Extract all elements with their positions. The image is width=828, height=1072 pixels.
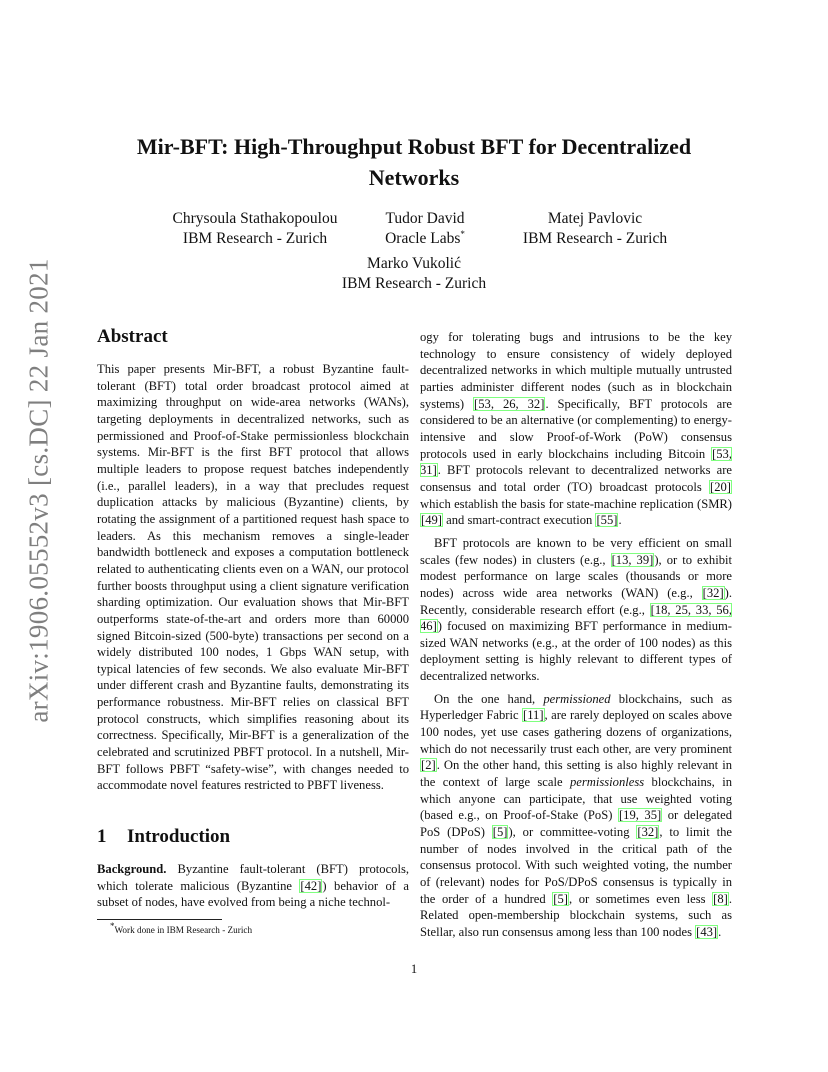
citation-link[interactable]: [18, 25, 33, 56, 46] xyxy=(420,602,732,634)
footnote-mark: * xyxy=(110,920,115,931)
text-run: . Specifically, BFT protocols are considered to be an alternative (or complementing) to energy-intensive and slow Proof-of-Work (PoW) consensus protocols used in early blockchains including Bitcoin xyxy=(420,396,733,461)
emphasis: permissioned xyxy=(543,691,611,706)
author-name: Matej Pavlovic xyxy=(547,210,643,227)
text-run: . On the other hand, this setting is also highly relevant in the context of large scale xyxy=(420,758,732,790)
text-run: . BFT protocols relevant to decentralized networks are consensus and total order (TO) broadcast protocols xyxy=(420,463,732,494)
section-number: 1 xyxy=(97,826,107,847)
section-title: Introduction xyxy=(127,826,231,847)
text-run: ) behavior of a subset of nodes, have evolved from being a niche technol- xyxy=(97,878,409,910)
citation-link[interactable]: [55] xyxy=(596,513,618,528)
citation-link[interactable]: [42] xyxy=(300,878,322,893)
text-run: which establish the basis for state-machine replication (SMR) xyxy=(420,496,732,511)
citation-link[interactable]: [8] xyxy=(713,891,728,906)
text-run: Byzantine fault-tolerant (BFT) protocols, which tolerate malicious (Byzantine xyxy=(97,862,409,893)
text-run: ), or committee-voting xyxy=(508,825,637,840)
run-in-heading: Background. xyxy=(97,862,167,876)
text-run: BFT protocols are known to be very efficient on small scales (few nodes) in clusters (e.g., xyxy=(420,535,732,567)
author-affiliation: IBM Research - Zurich xyxy=(341,275,487,292)
paper-title xyxy=(100,131,728,193)
right-column xyxy=(420,329,732,941)
abstract-paragraph: This paper presents Mir-BFT, a robust Byzantine fault-tolerant (BFT) total order broadcast protocol aimed at maximizing throughput on wide-area networks (WANs), targeting deployments in decentralized networks, such as permissioned and Proof-of-Stake permissionless blockchain systems. Mir-BFT is the first BFT protocol that allows multiple leaders to propose request batches independently (i.e., parallel leaders), in a way that precludes request duplication attacks by malicious (Byzantine) clients, by rotating the assignment of a partitioned request hash space to leaders. As this mechanism removes a single-leader bandwidth bottleneck and exposes a computation bottleneck related to authenticating clients even on a WAN, our protocol further boosts throughput using a client signature verification sharding optimization. Our evaluation shows that Mir-BFT outperforms state-of-the-art and orders more than 60000 signed Bitcoin-sized (500-byte) transactions per second on a widely distributed 100 nodes, 1 Gbps WAN setup, with typical latencies of few seconds. We also evaluate Mir-BFT under different crash and Byzantine faults, demonstrating its performance robustness. Mir-BFT relies on classical BFT protocol constructs, which simplifies reasoning about its correctness. Specifically, Mir-BFT is a generalization of the celebrated and scrutinized PBFT protocol. In a nutshell, Mir-BFT follows PBFT “safety-wise”, with changes needed to accommodate novel features restricted to PBFT liveness. xyxy=(97,362,409,793)
author-block-4 xyxy=(314,254,514,294)
author-name: Chrysoula Stathakopoulou xyxy=(172,210,338,227)
citation-link[interactable]: [5] xyxy=(553,891,568,906)
text-run: blockchains, in which anyone can participate, that use weighted voting (based e.g., on Proof-of-Stake (PoS) xyxy=(420,775,732,823)
author-block-2 xyxy=(360,209,490,249)
text-run: , or sometimes even less xyxy=(568,891,713,906)
text-run: ) focused on maximizing BFT performance in medium-sized WAN networks (e.g., at the order of 100 nodes) as this deployment setting is highly relevant to different types of decentralized networks. xyxy=(420,619,732,684)
intro-paragraph-1 xyxy=(97,861,409,911)
citation-link[interactable]: [53, 26, 32] xyxy=(474,396,545,411)
citation-link[interactable]: [32] xyxy=(702,585,724,600)
footnote-rule xyxy=(97,919,222,920)
text-run: or delegated PoS (DPoS) xyxy=(420,808,732,840)
text-run: and smart-contract execution xyxy=(442,513,596,528)
text-run: ), or to exhibit modest performance on large scales (thousands or more nodes) across wide area networks (WAN) (e.g., xyxy=(420,552,732,600)
citation-link[interactable]: [11] xyxy=(523,708,544,723)
citation-link[interactable]: [2] xyxy=(421,758,436,773)
text-run: . xyxy=(618,513,622,528)
text-run: , to limit the number of nodes involved in the critical path of the consensus protocol. With such weighted voting, the number of (relevant) nodes for PoS/DPoS consensus is typically in the order of a hundred xyxy=(420,825,733,906)
text-run: blockchains, such as Hyperledger Fabric xyxy=(420,691,733,723)
citation-link[interactable]: [19, 35] xyxy=(618,808,662,823)
author-block-1 xyxy=(150,209,360,249)
arxiv-stamp xyxy=(17,257,61,723)
text-run: . xyxy=(718,924,722,939)
text-run: . Related open-membership blockchain systems, such as Stellar, also run consensus among less than 100 nodes xyxy=(420,891,732,939)
author-name: Tudor David xyxy=(385,210,465,227)
abstract-heading: Abstract xyxy=(97,326,168,347)
author-block-3 xyxy=(495,209,695,249)
citation-link[interactable]: [32] xyxy=(637,825,659,840)
page-number: 1 xyxy=(410,962,418,976)
author-affiliation: IBM Research - Zurich xyxy=(182,230,328,247)
footnote xyxy=(110,920,253,936)
citation-link[interactable]: [5] xyxy=(492,825,508,840)
text-run: , are rarely deployed on scales above 100 nodes, yet use cases gathering dozens of organizations, which do not necessarily trust each other, are very prominent xyxy=(420,708,732,756)
citation-link[interactable]: [20] xyxy=(710,479,731,494)
author-affiliation: IBM Research - Zurich xyxy=(522,230,668,247)
abstract-body xyxy=(97,361,409,794)
right-paragraph-3 xyxy=(420,691,732,941)
citation-link[interactable]: [43] xyxy=(696,924,718,939)
footnote-mark: * xyxy=(460,228,465,239)
text-run: ogy for tolerating bugs and intrusions to be the key technology to ensure consistency of widely deployed decentralized networks in which multiple mutually untrusted parties administer different nodes (such as in blockchain systems) xyxy=(420,330,732,411)
text-run: ). Recently, considerable research effort (e.g., xyxy=(420,585,732,617)
citation-link[interactable]: [49] xyxy=(421,513,442,528)
text-run: On the one hand, xyxy=(434,691,544,706)
citation-link[interactable]: [53, 31] xyxy=(420,446,732,478)
right-paragraph-2 xyxy=(420,535,732,685)
author-name: Marko Vukolić xyxy=(367,255,461,272)
footnote-text: Work done in IBM Research - Zurich xyxy=(114,925,253,935)
author-affiliation xyxy=(360,229,490,249)
emphasis: permissionless xyxy=(569,775,645,790)
right-paragraph-1 xyxy=(420,329,732,529)
title-line-2: Networks xyxy=(368,165,460,190)
intro-column-left xyxy=(97,861,409,911)
citation-link[interactable]: [13, 39] xyxy=(611,552,654,567)
title-line-1: Mir-BFT: High-Throughput Robust BFT for Decentralized xyxy=(136,134,692,159)
arxiv-stamp-text: arXiv:1906.05552v3 [cs.DC] 22 Jan 2021 xyxy=(23,257,54,723)
section-heading-introduction xyxy=(97,826,230,848)
affiliation-text: Oracle Labs xyxy=(385,230,461,247)
